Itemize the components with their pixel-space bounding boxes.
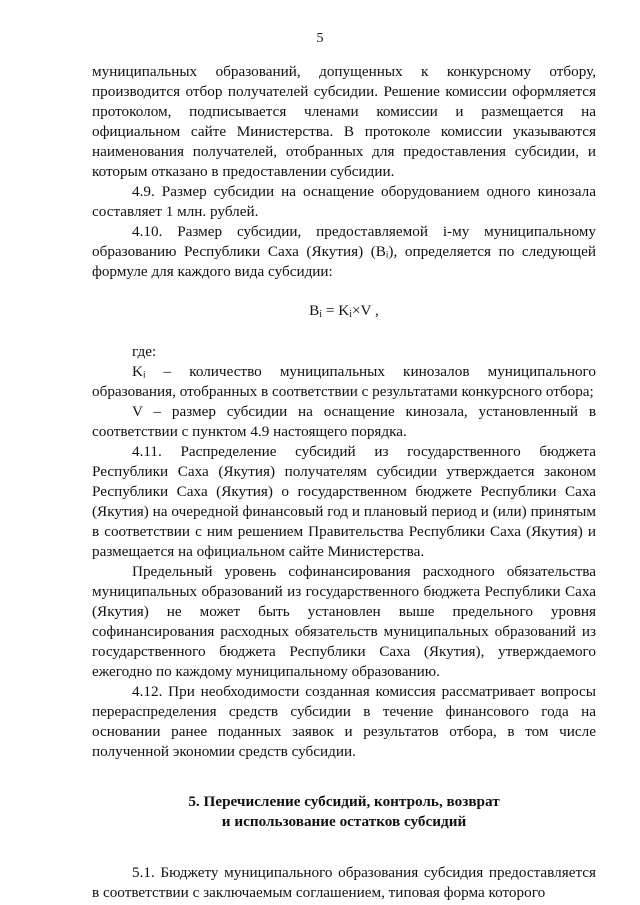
where-label: где: [132,343,157,360]
formula-lhs: B [309,302,320,319]
paragraph-4-11: 4.11. Распределение субсидий из государственного бюджета Республики Саха (Якутия) получателям субсидии утверждается законом Республики Саха (Якутия) о государственном бюджете Республики Саха (Якутия) на очередной финансовый год и плановый период и (или) принятым в соответствии с ним решением Правительства Республики Саха (Якутия) и размещается на официальном сайте Министерства. [92,443,596,560]
formula-k: K [338,302,350,319]
paragraph-4-10: 4.10. Размер субсидии, предоставляемой i-му муниципальному образованию Республики Саха (Якутия) (Bᵢ), определяется по следующей формуле для каждого вида субсидии: [92,223,596,280]
formula-equals: = [322,302,339,319]
section-5-heading-line1: 5. Перечисление субсидий, контроль, возврат [188,793,500,810]
formula [92,301,596,325]
formula-lhs-subscript: i [319,309,323,320]
definition-k: Kᵢ – количество муниципальных кинозалов муниципального образования, отобранных в соответствии с результатами конкурсного отбора; [92,363,596,400]
paragraph-4-9: 4.9. Размер субсидии на оснащение оборудованием одного кинозала составляет 1 млн. рублей. [92,183,596,220]
section-5-heading-line2: и использование остатков субсидий [221,813,467,830]
definition-v: V – размер субсидии на оснащение кинозала, установленный в соответствии с пунктом 4.9 настоящего порядка. [92,403,596,440]
document-body [92,62,596,903]
paragraph-5-1: 5.1. Бюджету муниципального образования субсидия предоставляется в соответствии с заключаемым соглашением, типовая форма которого [92,864,596,901]
formula-rest: ×V , [351,302,379,319]
paragraph-intro: муниципальных образований, допущенных к конкурсному отбору, производится отбор получателей субсидии. Решение комиссии оформляется протоколом, подписывается членами комиссии и размещается на официальном сайте Министерства. В протоколе комиссии указываются наименования получателей, отобранных для предоставления субсидии, и которым отказано в предоставлении субсидии. [92,63,596,180]
formula-k-subscript: i [349,309,352,320]
paragraph-4-12: 4.12. При необходимости созданная комиссия рассматривает вопросы перераспределения средств субсидии в течение финансового года на основании ранее поданных заявок и результатов отбора, в том числе полученной экономии средств субсидии. [92,683,596,760]
paragraph-cofinancing-limit: Предельный уровень софинансирования расходного обязательства муниципальных образований из государственного бюджета Республики Саха (Якутия) не может быть установлен выше предельного уровня софинансирования расходных обязательств муниципальных образований из государственного бюджета Республики Саха (Якутия), утверждаемого ежегодно по каждому муниципальному образованию. [92,563,596,680]
section-5-heading [92,792,596,832]
page-number: 5 [316,31,324,46]
